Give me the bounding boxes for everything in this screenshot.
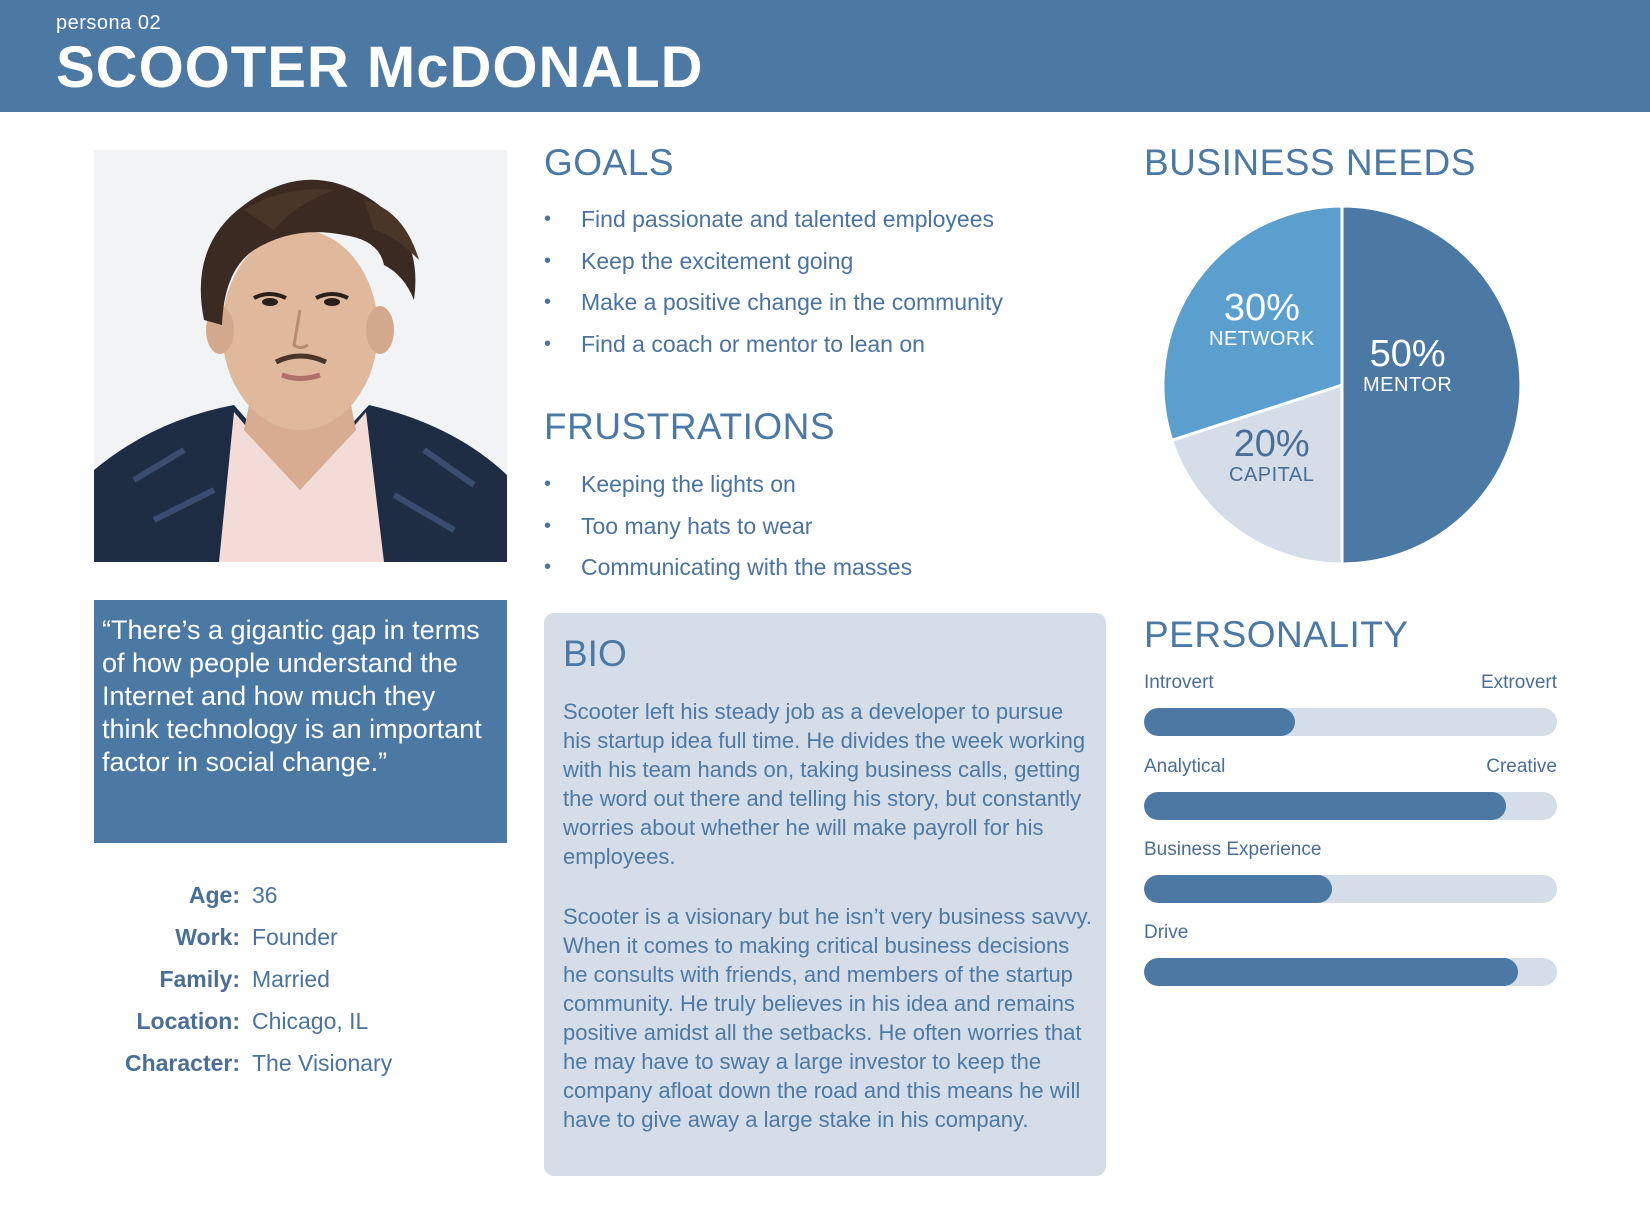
- bio-paragraph-1: Scooter left his steady job as a developer to pursue his startup idea full time. He divides the week working with his team hands on, taking business calls, getting the word out there and telling his story, but constantly worries about whether he will make payroll for his employees.: [563, 699, 1086, 869]
- trait-track: [1144, 875, 1557, 903]
- pie-chart: [1161, 204, 1523, 566]
- trait-track: [1144, 792, 1557, 820]
- persona-quote: “There’s a gigantic gap in terms of how people understand the Internet and how much they think technology is an important factor in social change.”: [94, 600, 507, 843]
- header-bar: [0, 0, 1650, 112]
- fact-location: [94, 1000, 534, 1042]
- list-item: • Make a positive change in the community: [544, 287, 1003, 329]
- fact-value: 36: [252, 881, 278, 908]
- trait-introvert-extrovert: [1144, 672, 1557, 736]
- fact-label: Location:: [136, 1007, 240, 1034]
- slice-percent: 20%: [1233, 423, 1310, 465]
- slice-percent: 30%: [1223, 287, 1300, 329]
- trait-track: [1144, 958, 1557, 986]
- pie-label-mentor: [1363, 334, 1452, 397]
- goals-list: [544, 204, 1003, 371]
- personality-title: PERSONALITY: [1144, 614, 1409, 655]
- list-item: • Keep the excitement going: [544, 246, 1003, 288]
- trait-business-experience: [1144, 839, 1557, 903]
- persona-number: persona 02: [56, 12, 162, 34]
- list-item: • Find a coach or mentor to lean on: [544, 329, 1003, 371]
- trait-track: [1144, 708, 1557, 736]
- trait-fill: [1144, 958, 1518, 986]
- pie-label-network: [1209, 288, 1315, 351]
- pie-label-capital: [1229, 424, 1314, 487]
- bio-title: BIO: [563, 633, 627, 674]
- slice-name: MENTOR: [1363, 374, 1453, 396]
- list-item: • Find passionate and talented employees: [544, 204, 1003, 246]
- frustrations-title: FRUSTRATIONS: [544, 406, 836, 447]
- fact-work: [94, 916, 534, 958]
- trait-left-label: Drive: [1144, 922, 1189, 943]
- trait-right-label: Creative: [1486, 756, 1557, 777]
- fact-label: Family:: [159, 965, 240, 992]
- slice-name: NETWORK: [1209, 328, 1315, 350]
- trait-left-label: Introvert: [1144, 672, 1214, 693]
- frustrations-list: [544, 469, 912, 594]
- trait-left-label: Business Experience: [1144, 839, 1322, 860]
- trait-fill: [1144, 792, 1506, 820]
- fact-character: [94, 1042, 534, 1084]
- business-needs-pie: [1161, 204, 1523, 566]
- fact-value: The Visionary: [252, 1049, 393, 1076]
- slice-percent: 50%: [1369, 333, 1446, 375]
- trait-left-label: Analytical: [1144, 756, 1226, 777]
- persona-name: SCOOTER McDONALD: [56, 35, 704, 100]
- fact-family: [94, 958, 534, 1000]
- trait-fill: [1144, 708, 1295, 736]
- fact-value: Founder: [252, 923, 338, 950]
- list-item: • Keeping the lights on: [544, 469, 912, 511]
- trait-right-label: Extrovert: [1480, 672, 1557, 693]
- fact-label: Character:: [124, 1049, 240, 1076]
- list-item: • Too many hats to wear: [544, 511, 912, 553]
- bio-panel: [544, 613, 1106, 1176]
- list-item: • Communicating with the masses: [544, 552, 912, 594]
- fact-age: [94, 874, 534, 916]
- persona-facts: [94, 874, 534, 1084]
- business-needs-title: BUSINESS NEEDS: [1144, 142, 1476, 183]
- goals-title: GOALS: [544, 142, 674, 183]
- fact-label: Work:: [175, 923, 240, 950]
- fact-value: Chicago, IL: [252, 1007, 369, 1034]
- trait-analytical-creative: [1144, 756, 1557, 820]
- persona-photo: [94, 150, 507, 562]
- portrait-illustration: [94, 150, 507, 562]
- bio-paragraph-2: Scooter is a visionary but he isn’t very business savvy. When it comes to making critical business decisions he consults with friends, and members of the startup community. He truly believes in his idea and remains positive amidst all the setbacks. He often worries that he may have to sway a large investor to keep the company afloat down the road and this means he will have to give away a large stake in his company.: [563, 904, 1093, 1132]
- slice-name: CAPITAL: [1229, 464, 1315, 486]
- fact-value: Married: [252, 965, 330, 992]
- trait-fill: [1144, 875, 1332, 903]
- trait-drive: [1144, 922, 1557, 986]
- fact-label: Age:: [188, 881, 240, 908]
